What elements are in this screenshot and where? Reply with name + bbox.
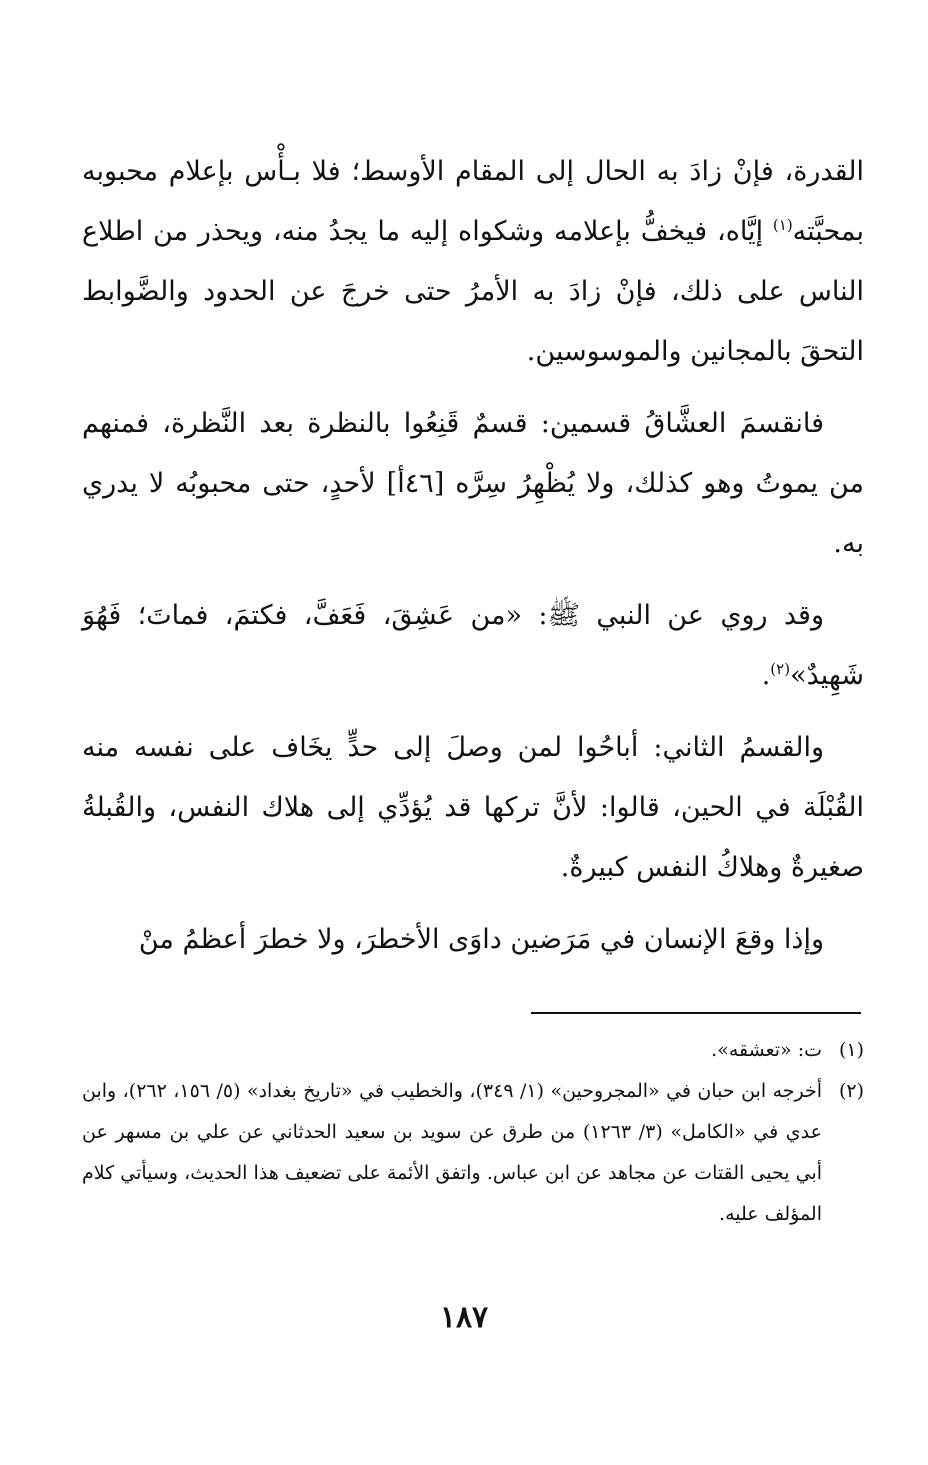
footnote-2 bbox=[82, 1071, 864, 1235]
paragraph-1 bbox=[82, 142, 864, 382]
footnote-2-text: أخرجه ابن حبان في «المجروحين» (١/ ٣٤٩)، والخطيب في «تاريخ بغداد» (٥/ ١٥٦، ٢٦٢)، وابن عدي في «الكامل» (٣/ ١٢٦٣) من طرق عن سويد بن سعيد الحدثاني عن علي بن مسهر عن أبي يحيى القتات عن مجاهد عن ابن عباس. واتفق الأئمة على تضعيف هذا الحديث، وسيأتي كلام المؤلف عليه. bbox=[82, 1080, 823, 1225]
footnote-1 bbox=[82, 1030, 864, 1071]
paragraph-4-text: والقسمُ الثاني: أباحُوا لمن وصلَ إلى حدٍّ يخَاف على نفسه منه القُبْلَة في الحين، قالوا: لأنَّ تركها قد يُؤدِّي إلى هلاك النفس، والقُبلةُ صغيرةٌ وهلاكُ النفس كبيرةٌ. bbox=[82, 732, 864, 883]
paragraph-4 bbox=[82, 718, 864, 898]
paragraph-3-text-cont: . bbox=[761, 660, 771, 691]
footnotes bbox=[82, 1030, 864, 1235]
footnote-marker-2: (٢) bbox=[770, 660, 791, 678]
paragraph-3-text: وقد روي عن النبي ﷺ: «من عَشِقَ، فَعَفَّ، فكتمَ، فماتَ؛ فَهُوَ شَهِيدٌ» bbox=[82, 600, 864, 691]
paragraph-3 bbox=[82, 586, 864, 706]
footnote-1-number: (١) bbox=[838, 1039, 864, 1061]
paragraph-2 bbox=[82, 394, 864, 574]
paragraph-1-text: القدرة، فإنْ زادَ به الحال إلى المقام الأوسط؛ فلا بـأْس بإعلام محبوبه بمحبَّته bbox=[82, 156, 864, 247]
main-text bbox=[82, 142, 864, 982]
footnote-2-number: (٢) bbox=[838, 1080, 864, 1102]
paragraph-1-text-cont: إيَّاه، فيخفُّ بإعلامه وشكواه إليه ما يجدُ منه، ويحذر من اطلاع الناس على ذلك، فإنْ زادَ به الأمرُ حتى خرجَ عن الحدود والضَّوابط التحقَ بالمجانين والموسوسين. bbox=[82, 216, 864, 367]
footnote-marker-1: (١) bbox=[772, 216, 793, 234]
page-number: ١٨٧ bbox=[439, 1300, 489, 1335]
footnote-divider bbox=[531, 1012, 861, 1014]
paragraph-5-text: وإذا وقعَ الإنسان في مَرَضين داوَى الأخطرَ، ولا خطرَ أعظمُ منْ bbox=[138, 924, 824, 955]
footnote-1-text: ت: «تعشقه». bbox=[711, 1039, 822, 1061]
paragraph-5 bbox=[82, 910, 864, 970]
paragraph-2-text: فانقسمَ العشَّاقُ قسمين: قسمٌ قَنِعُوا بالنظرة بعد النَّظرة، فمنهم من يموتُ وهو كذلك، ولا يُظْهِرُ سِرَّه [٤٦أ] لأحدٍ، حتى محبوبُه لا يدري به. bbox=[82, 408, 864, 559]
